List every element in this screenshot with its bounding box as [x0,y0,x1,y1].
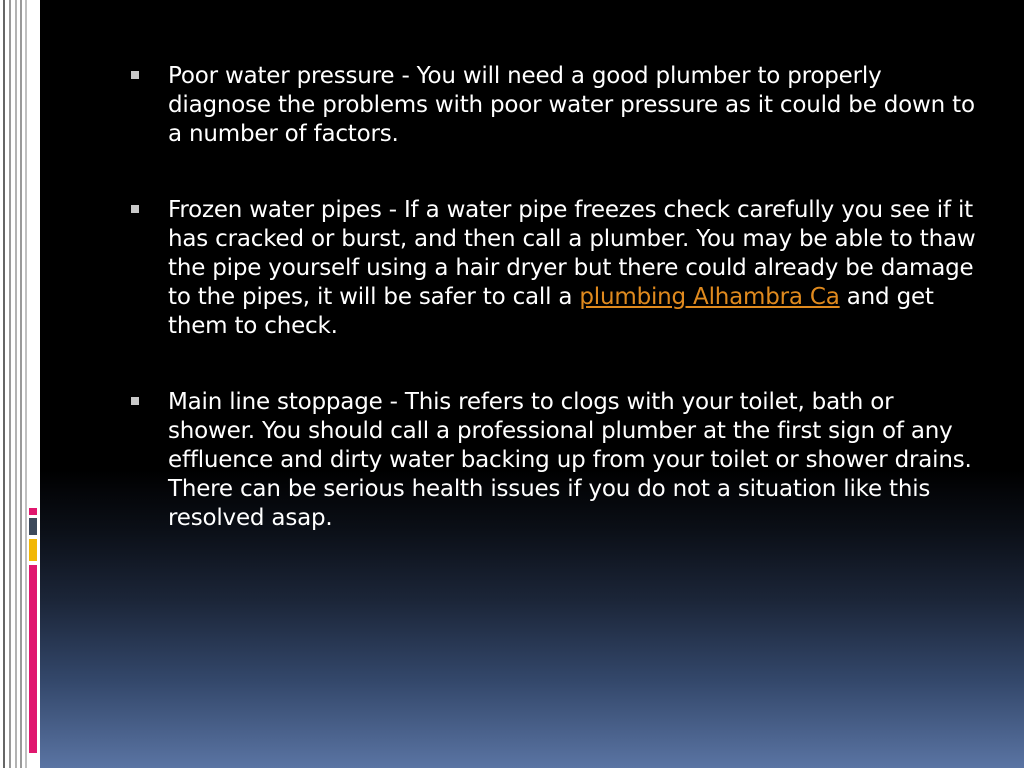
accent-bar-magenta-bottom [29,565,37,753]
bullet-item-frozen-pipes [128,196,978,341]
square-bullet-icon [131,397,139,405]
bullet-text: Poor water pressure - You will need a good plumber to properly diagnose the problems with poor water pressure as it could be down to a number of factors. [168,63,975,147]
bullet-item-main-line [128,388,978,533]
square-bullet-icon [131,71,139,79]
accent-bar-slate [29,518,37,535]
plumbing-alhambra-link[interactable]: plumbing Alhambra Ca [579,284,840,310]
bullet-item-water-pressure [128,62,978,149]
bullet-text: Frozen water pipes - If a water pipe freezes check carefully you see if it has cracked or burst, and then call a plumber. You may be able to thaw the pipe yourself using a hair dryer but there could already be damage to the pipes, it will be safer to call a [168,197,976,310]
accent-bar-amber [29,539,37,561]
square-bullet-icon [131,205,139,213]
bullet-text: Main line stoppage - This refers to clogs with your toilet, bath or shower. You should call a professional plumber at the first sign of any effluence and dirty water backing up from your toilet or shower drains. There can be serious health issues if you do not a situation like this resolved asap. [168,389,972,531]
accent-bar-magenta-top [29,508,37,515]
bullet-list [128,62,978,580]
bullet-text-after-link: and get them to check. [168,284,934,339]
